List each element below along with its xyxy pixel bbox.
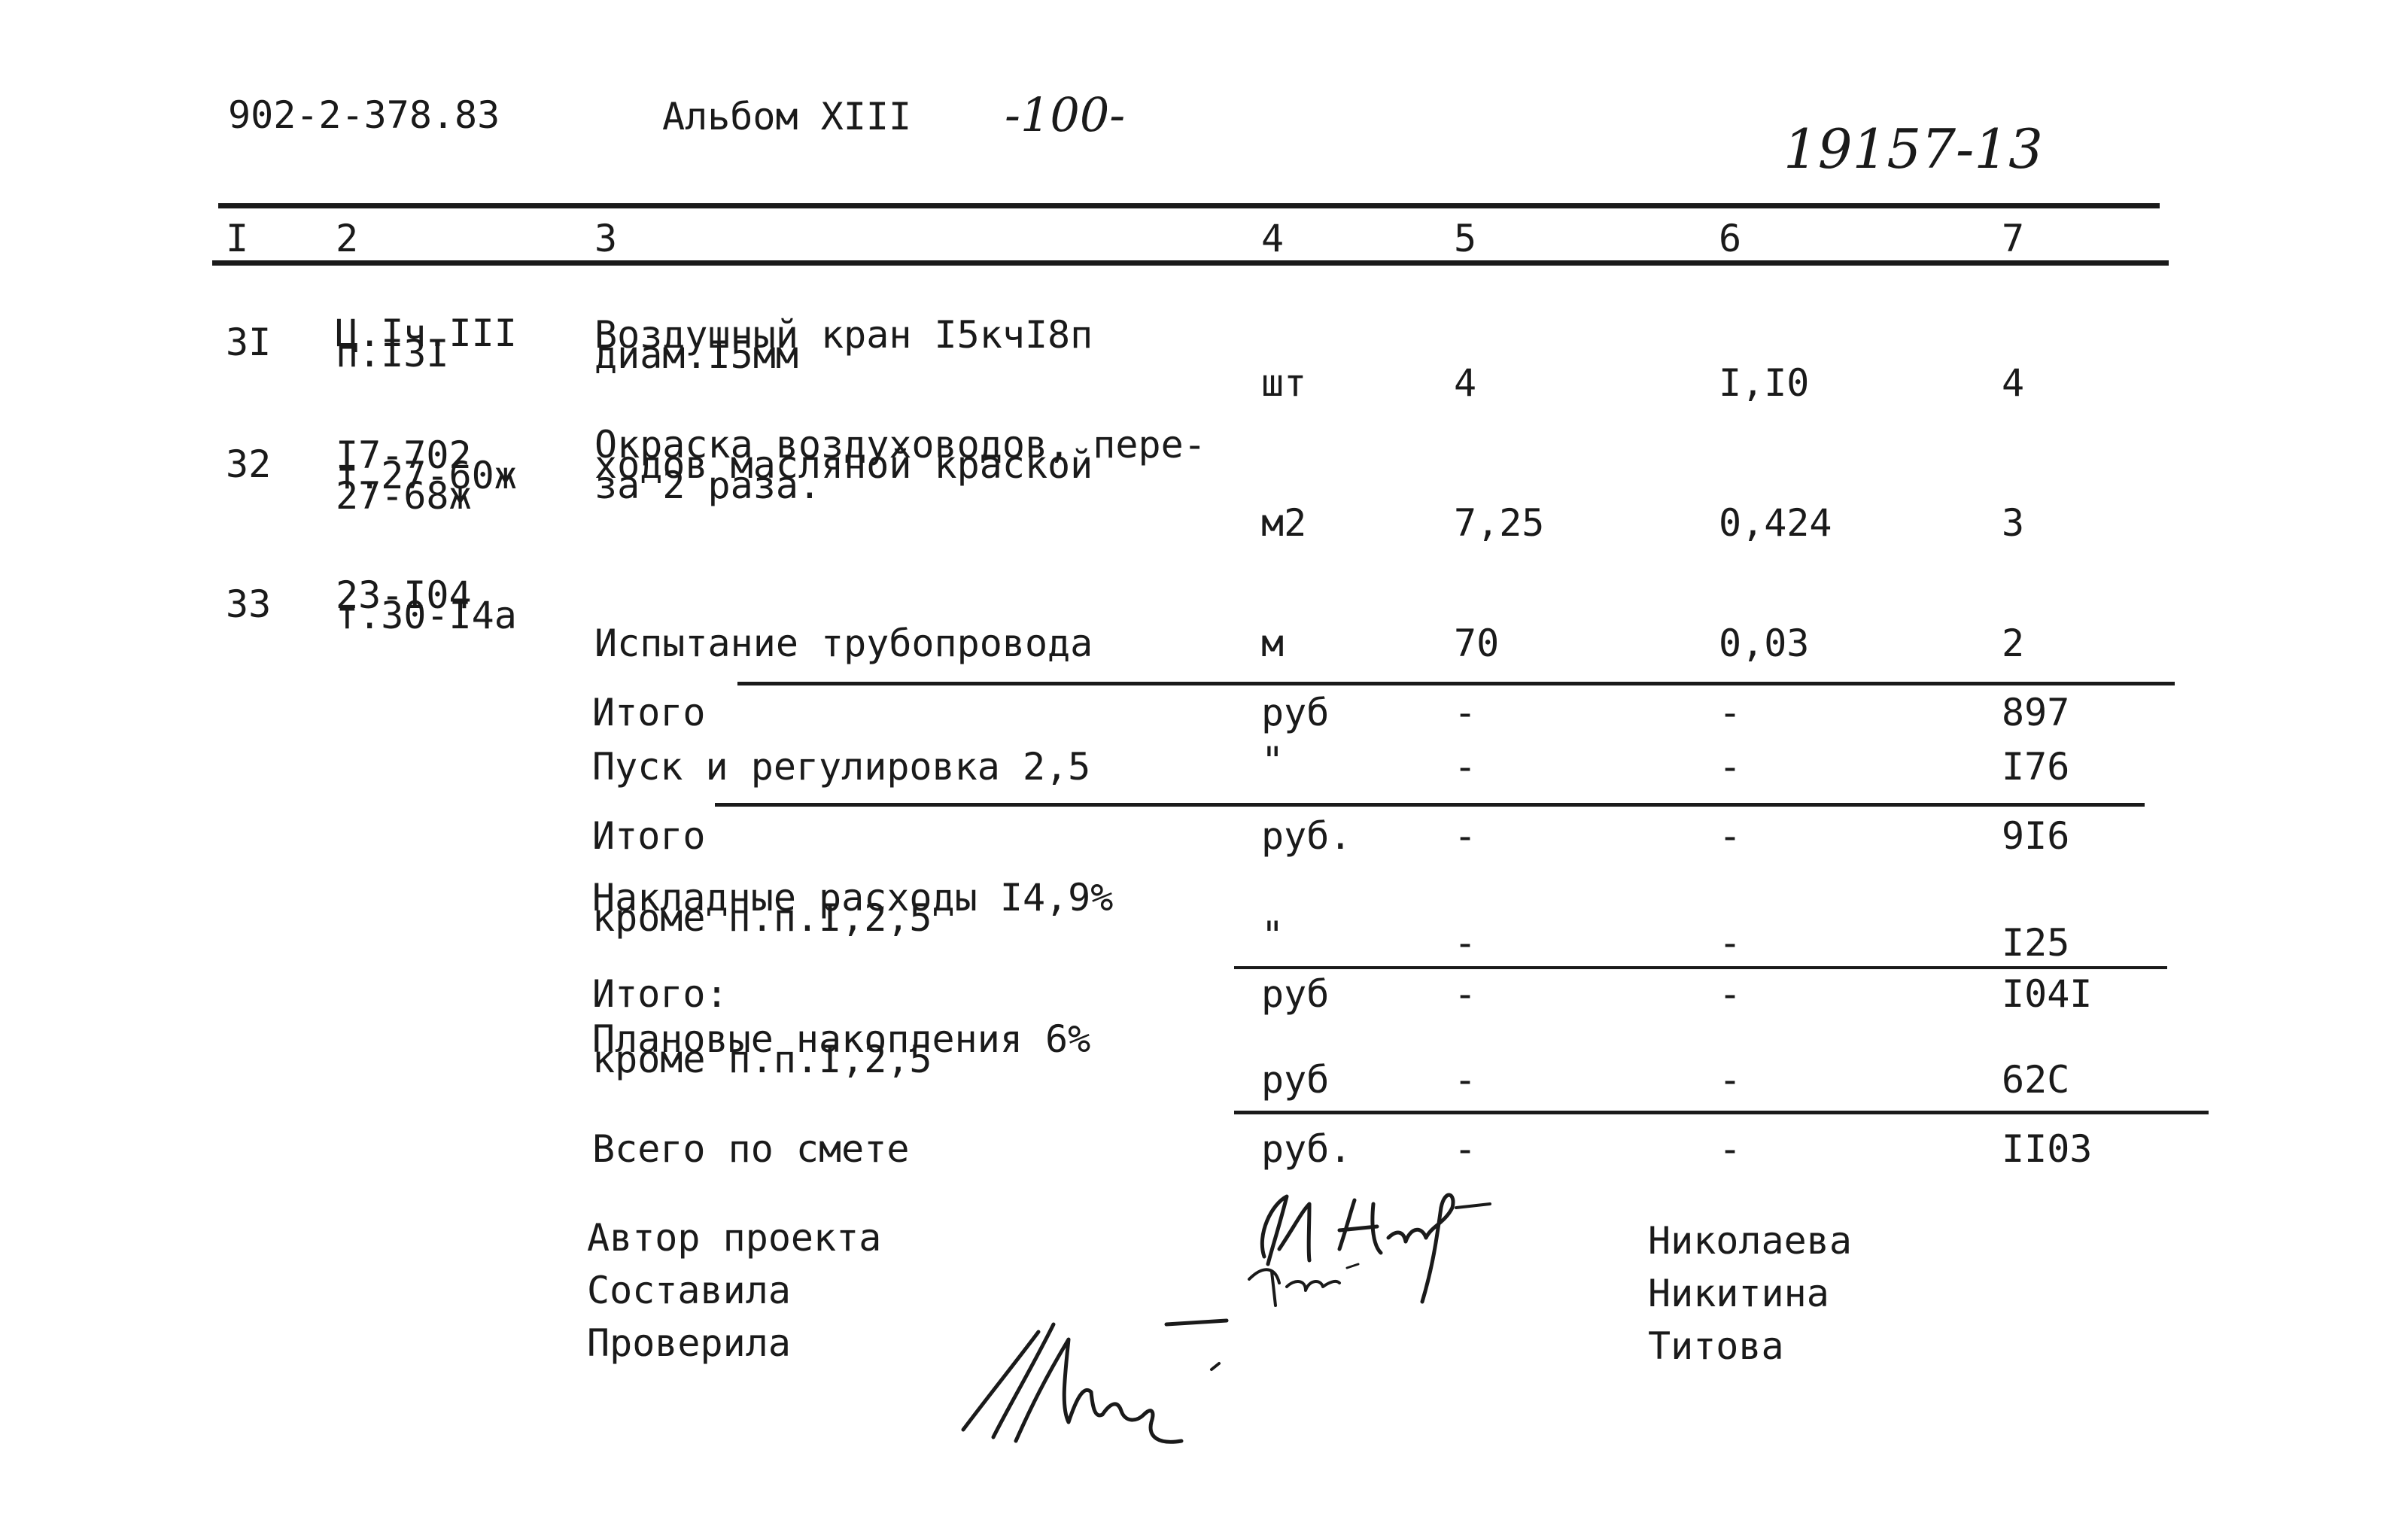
summary-total: 897 xyxy=(2002,691,2070,734)
summary-label: Накладные расходы I4,9% кроме п.п.I,2,5 xyxy=(592,876,1114,940)
summary-quantity: - xyxy=(1454,691,1477,734)
summary-rule-1 xyxy=(737,682,2175,685)
summary-price: - xyxy=(1719,921,1742,965)
summary-total: II03 xyxy=(2002,1127,2093,1171)
row-33-quantity: 70 xyxy=(1454,622,1500,665)
summary-unit: руб. xyxy=(1261,1127,1352,1171)
summary-unit: руб xyxy=(1261,972,1330,1016)
signature-role-author: Автор проекта xyxy=(587,1216,882,1260)
row-33-unit: м xyxy=(1261,622,1285,665)
row-31-unit: шт xyxy=(1261,361,1307,405)
author-signature xyxy=(1234,1174,1535,1324)
col-header-6: 6 xyxy=(1719,217,1742,260)
row-33-total: 2 xyxy=(2002,622,2025,665)
summary-rule-3 xyxy=(1234,966,2167,969)
summary-unit: руб xyxy=(1261,1058,1330,1102)
summary-label: Итого xyxy=(592,691,706,734)
archive-number: 19157-13 xyxy=(1783,117,2043,181)
summary-total: 9I6 xyxy=(2002,814,2070,858)
page-number: -100- xyxy=(1005,87,1126,142)
signature-name-checked: Титова xyxy=(1648,1324,1784,1368)
document-number: 902-2-378.83 xyxy=(228,93,500,137)
row-31-unit-price: I,I0 xyxy=(1719,361,1810,405)
summary-rule-2 xyxy=(715,803,2145,807)
summary-quantity: - xyxy=(1454,972,1477,1016)
summary-unit: " xyxy=(1261,739,1285,783)
row-31-reference: Ц.Iч.III п.I3I xyxy=(336,312,517,375)
summary-total: I76 xyxy=(2002,745,2070,789)
checker-signature xyxy=(956,1309,1242,1460)
summary-total: I25 xyxy=(2002,921,2070,965)
signature-name-author: Николаева xyxy=(1648,1219,1852,1263)
signature-name-compiled: Никитина xyxy=(1648,1272,1829,1315)
summary-price: - xyxy=(1719,1058,1742,1102)
row-31-quantity: 4 xyxy=(1454,361,1477,405)
row-33-description: Испытание трубопровода xyxy=(594,622,1093,665)
top-rule xyxy=(218,203,2160,208)
summary-unit: руб. xyxy=(1261,814,1352,858)
signature-role-compiled: Составила xyxy=(587,1269,791,1312)
row-32-number: 32 xyxy=(226,442,272,486)
summary-unit: руб xyxy=(1261,691,1330,734)
row-32-quantity: 7,25 xyxy=(1454,501,1545,545)
row-32-unit-price: 0,424 xyxy=(1719,501,1832,545)
summary-quantity: - xyxy=(1454,745,1477,789)
summary-quantity: - xyxy=(1454,814,1477,858)
row-31-description: Воздушный кран I5кчI8п диам.I5мм xyxy=(594,313,1093,377)
summary-total: 62С xyxy=(2002,1058,2070,1102)
row-33-unit-price: 0,03 xyxy=(1719,622,1810,665)
col-header-7: 7 xyxy=(2002,217,2025,260)
summary-unit: " xyxy=(1261,913,1285,957)
summary-quantity: - xyxy=(1454,1127,1477,1171)
col-header-4: 4 xyxy=(1261,217,1285,260)
col-header-3: 3 xyxy=(594,217,618,260)
summary-label: Пуск и регулировка 2,5 xyxy=(592,745,1091,789)
row-32-total: 3 xyxy=(2002,501,2025,545)
row-33-reference: 23-I04 т.30-I4а xyxy=(336,573,517,637)
col-header-1: I xyxy=(226,217,249,260)
summary-quantity: - xyxy=(1454,921,1477,965)
summary-label: Плановые накопления 6% кроме п.п.I,2,5 xyxy=(592,1017,1091,1081)
row-32-reference: I7-702 т.27-60ж 27-68ж xyxy=(336,433,517,518)
row-31-number: 3I xyxy=(226,321,272,364)
col-header-5: 5 xyxy=(1454,217,1477,260)
summary-price: - xyxy=(1719,814,1742,858)
signature-role-checked: Проверила xyxy=(587,1321,791,1365)
summary-total: I04I xyxy=(2002,972,2093,1016)
summary-quantity: - xyxy=(1454,1058,1477,1102)
col-header-2: 2 xyxy=(336,217,359,260)
summary-label: Итого: xyxy=(592,972,728,1016)
summary-rule-4 xyxy=(1234,1111,2209,1114)
summary-label: Итого xyxy=(592,814,706,858)
row-33-number: 33 xyxy=(226,582,272,626)
row-32-unit: м2 xyxy=(1261,501,1307,545)
summary-price: - xyxy=(1719,691,1742,734)
summary-price: - xyxy=(1719,1127,1742,1171)
summary-price: - xyxy=(1719,745,1742,789)
row-32-description: Окраска воздуховодов, пере- ходов масляной краской за 2 раза. xyxy=(594,423,1206,507)
album-label: Альбом XIII xyxy=(662,95,912,138)
row-31-total: 4 xyxy=(2002,361,2025,405)
header-bottom-rule xyxy=(212,260,2169,266)
summary-label: Всего по смете xyxy=(592,1127,910,1171)
summary-price: - xyxy=(1719,972,1742,1016)
